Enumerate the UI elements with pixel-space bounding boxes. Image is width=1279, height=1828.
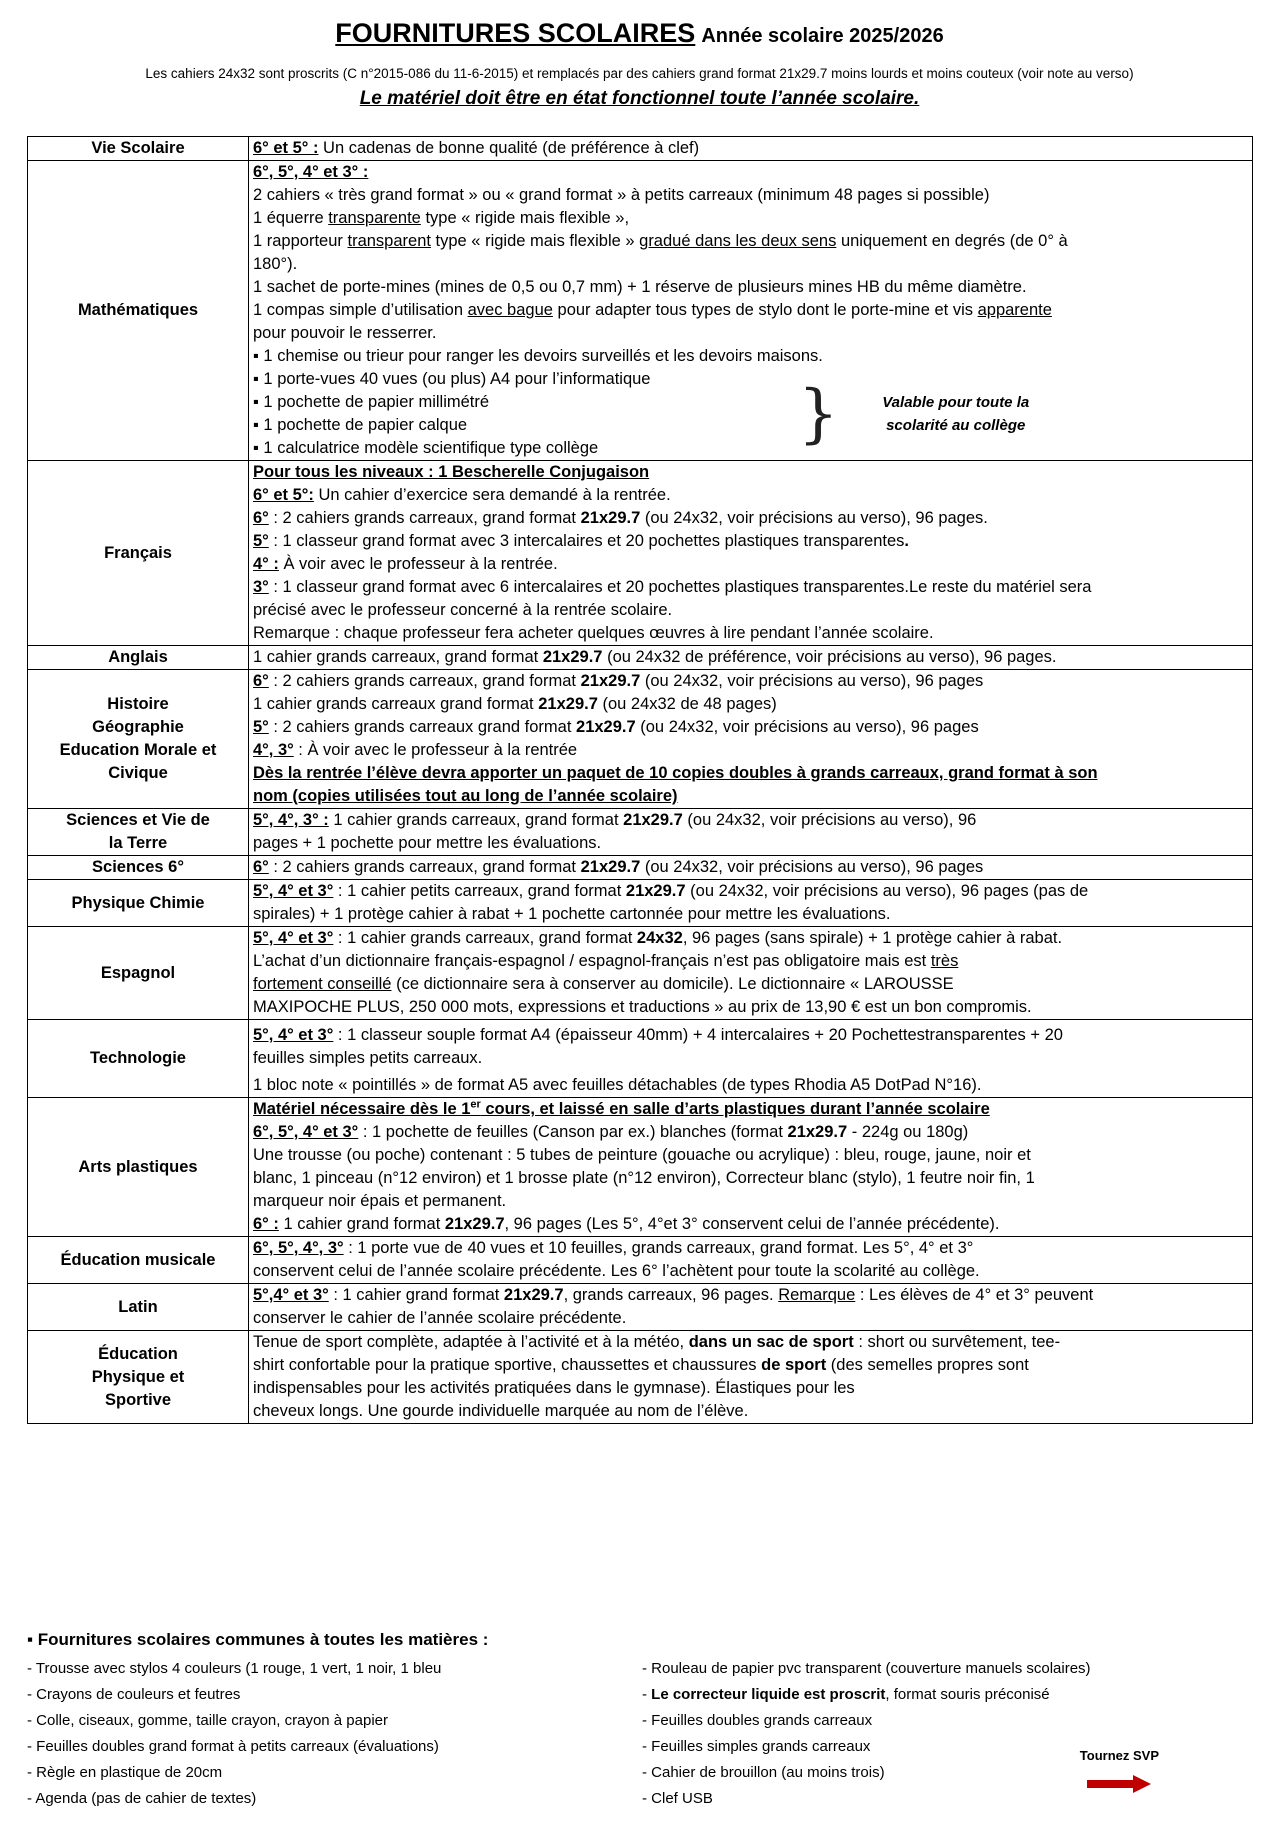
text: 21x29.7 — [503, 1286, 564, 1304]
text: : short ou survêtement, tee- — [853, 1333, 1061, 1351]
subject-content — [249, 1098, 1253, 1237]
item-text — [253, 576, 1250, 599]
subject-name: Anglais — [28, 646, 249, 670]
list-item: - Feuilles doubles grand format à petits carreaux (évaluations) — [27, 1738, 439, 1755]
text: 21x29.7 — [580, 672, 641, 690]
item-text: cheveux longs. Une gourde individuelle marquée au nom de l’élève. — [253, 1402, 749, 1420]
page-header — [0, 18, 1279, 110]
text: : 1 cahier grand format — [328, 1286, 504, 1304]
level-label: 5°,4° et 3° — [253, 1286, 329, 1304]
text: , grands carreaux, 96 pages. — [563, 1286, 779, 1304]
text: Remarque — [778, 1286, 856, 1304]
item-text — [253, 484, 1250, 507]
text: - — [642, 1686, 652, 1703]
row-sciences6 — [28, 856, 1253, 880]
text: type « rigide mais flexible » — [430, 232, 640, 250]
text: : 1 cahier grands carreaux, grand format — [333, 929, 637, 947]
row-histoire — [28, 670, 1253, 809]
subject-content — [249, 670, 1253, 809]
text: Un cahier d’exercice sera demandé à la rentrée. — [313, 486, 671, 504]
list-item: - Trousse avec stylos 4 couleurs (1 rouge, 1 vert, 1 noir, 1 bleu — [27, 1660, 442, 1677]
item-text — [253, 1213, 1250, 1236]
row-eps — [28, 1331, 1253, 1424]
text: 1 cahier grands carreaux grand format — [253, 695, 539, 713]
text: (des semelles propres sont — [826, 1356, 1029, 1374]
arrow-right-icon — [1087, 1775, 1151, 1793]
supplies-table — [27, 136, 1253, 1424]
item-text — [253, 880, 1250, 903]
subject-name-line: la Terre — [108, 834, 168, 852]
title-line — [0, 18, 1279, 58]
row-arts — [28, 1098, 1253, 1237]
text: : 2 cahiers grands carreaux, grand format — [268, 672, 581, 690]
subject-content — [249, 137, 1253, 161]
level-label: 5°, 4° et 3° — [253, 1026, 334, 1044]
subject-name-line: Sportive — [104, 1390, 172, 1409]
text: - 224g ou 180g) — [847, 1123, 969, 1141]
item-text — [253, 1024, 1250, 1047]
text: apparente — [977, 301, 1052, 319]
common-supplies-columns — [27, 1656, 1257, 1812]
text: 1 cahier grands carreaux, grand format — [328, 811, 624, 829]
item-text: ▪ 1 calculatrice modèle scientifique type collège — [253, 439, 599, 457]
subject-name-line: Géographie — [92, 718, 184, 736]
subject-content — [249, 646, 1253, 670]
item-text — [253, 856, 1250, 879]
item-text — [253, 693, 1250, 716]
item-text: MAXIPOCHE PLUS, 250 000 mots, expressions et traductions » au prix de 13,90 € est un bon compromis. — [253, 998, 1032, 1016]
item-text — [253, 553, 1250, 576]
item-text — [253, 927, 1250, 950]
brace-group — [253, 368, 1250, 460]
text: 1 rapporteur — [253, 232, 348, 250]
subject-name: Éducation musicale — [28, 1237, 249, 1284]
text: L’achat d’un dictionnaire français-espagnol / espagnol-français n’est pas obligatoire mais est — [253, 952, 931, 970]
subject-content — [249, 1331, 1253, 1424]
text: (ce dictionnaire sera à conserver au domicile). Le dictionnaire « LAROUSSE — [391, 975, 954, 993]
item-text — [253, 716, 1250, 739]
text: 21x29.7 — [580, 858, 641, 876]
text: (ou 24x32, voir précisions au verso), 96 — [682, 811, 977, 829]
item-text: précisé avec le professeur concerné à la rentrée scolaire. — [253, 601, 673, 619]
item-text: Dès la rentrée l’élève devra apporter un paquet de 10 copies doubles à grands carreaux, grand format à son — [253, 764, 1098, 782]
subject-name-line: Sciences et Vie de — [66, 811, 210, 829]
brace-note — [861, 391, 1051, 437]
item-text: feuilles simples petits carreaux. — [253, 1049, 483, 1067]
item-text: ▪ 1 porte-vues 40 vues (ou plus) A4 pour l’informatique — [253, 370, 651, 388]
text: de sport — [761, 1356, 827, 1374]
subject-name: Latin — [28, 1284, 249, 1331]
subject-name-line: Physique et — [91, 1367, 185, 1386]
row-anglais — [28, 646, 1253, 670]
row-physique — [28, 880, 1253, 927]
subject-name-line: Histoire — [107, 695, 169, 713]
level-label: 4° : — [253, 555, 279, 573]
list-item — [642, 1682, 1257, 1708]
subject-name: Sciences 6° — [28, 856, 249, 880]
text: 21x29.7 — [580, 509, 641, 527]
level-label: 6° — [253, 672, 269, 690]
brace-note-line: scolarité au collège — [886, 417, 1026, 434]
text: À voir avec le professeur à la rentrée. — [278, 555, 558, 573]
item-text: Remarque : chaque professeur fera acheter quelques œuvres à lire pendant l’année scolaire. — [253, 624, 934, 642]
text: transparente — [328, 209, 421, 227]
tagline: Le matériel doit être en état fonctionnel toute l’année scolaire. — [359, 88, 920, 109]
text: 21x29.7 — [542, 648, 603, 666]
text: Matériel nécessaire dès le 1 — [253, 1100, 471, 1118]
text: Le correcteur liquide est proscrit — [651, 1686, 886, 1703]
text: : 1 pochette de feuilles (Canson par ex.) blanches (format — [358, 1123, 788, 1141]
text: er — [470, 1098, 481, 1111]
list-item: - Feuilles simples grands carreaux — [642, 1738, 871, 1755]
item-text — [253, 1121, 1250, 1144]
item-text: spirales) + 1 protège cahier à rabat + 1 pochette cartonnée pour mettre les évaluations. — [253, 905, 891, 923]
text: (ou 24x32, voir précisions au verso), 96 pages — [635, 718, 979, 736]
item-text — [253, 809, 1250, 832]
subject-content — [249, 856, 1253, 880]
text: , format souris préconisé — [885, 1686, 1050, 1703]
text: : 2 cahiers grands carreaux, grand format — [268, 509, 581, 527]
common-right-column — [642, 1656, 1257, 1812]
row-francais — [28, 461, 1253, 646]
item-text — [253, 973, 1250, 996]
row-musique — [28, 1237, 1253, 1284]
list-item: - Rouleau de papier pvc transparent (couverture manuels scolaires) — [642, 1660, 1091, 1677]
text: type « rigide mais flexible », — [420, 209, 630, 227]
subject-content — [249, 161, 1253, 461]
subject-name — [28, 670, 249, 809]
text: 21x29.7 — [538, 695, 598, 713]
level-label: 5° — [253, 718, 269, 736]
subject-name — [28, 809, 249, 856]
text: shirt confortable pour la pratique sportive, chaussettes et chaussures — [253, 1356, 762, 1374]
subject-name: Espagnol — [28, 927, 249, 1020]
list-item: - Cahier de brouillon (au moins trois) — [642, 1764, 885, 1781]
text: gradué dans les deux sens — [639, 232, 837, 250]
common-left-column — [27, 1656, 642, 1812]
text: , 96 pages (Les 5°, 4°et 3° conservent celui de l’année précédente). — [504, 1215, 1000, 1233]
list-item: - Feuilles doubles grands carreaux — [642, 1712, 873, 1729]
item-text — [253, 507, 1250, 530]
item-text — [253, 670, 1250, 693]
subject-name: Français — [28, 461, 249, 646]
subject-content — [249, 880, 1253, 927]
level-label: 6° — [253, 509, 269, 527]
item-text — [253, 1354, 1250, 1377]
text: (ou 24x32, voir précisions au verso), 96 pages — [640, 672, 984, 690]
common-supplies — [27, 1630, 1257, 1812]
item-text — [253, 230, 1250, 253]
row-svt — [28, 809, 1253, 856]
level-label: 6°, 5°, 4°, 3° — [253, 1239, 344, 1257]
level-label: 6°, 5°, 4° et 3° : — [253, 163, 369, 181]
list-item: - Règle en plastique de 20cm — [27, 1764, 223, 1781]
text: : Les élèves de 4° et 3° peuvent — [855, 1286, 1094, 1304]
subject-name-line: Education Morale et — [59, 741, 217, 759]
subject-name-line: Éducation — [98, 1344, 178, 1363]
notebook-note: Les cahiers 24x32 sont proscrits (C n°2015-086 du 11-6-2015) et remplacés par des cahiers grand format 21x29.7 moins lourds et moins couteux (voir note au verso) — [145, 66, 1134, 81]
level-label: 5°, 4° et 3° — [253, 882, 334, 900]
text: 21x29.7 — [787, 1123, 848, 1141]
subject-content — [249, 1284, 1253, 1331]
item-text — [253, 950, 1250, 973]
subject-content — [249, 927, 1253, 1020]
row-maths — [28, 161, 1253, 461]
row-technologie — [28, 1020, 1253, 1098]
item-text: 5° : 1 classeur grand format avec 3 intercalaires et 20 pochettes plastiques transparentes. — [253, 532, 909, 550]
text: 1 compas simple d’utilisation — [253, 301, 468, 319]
item-text: ▪ 1 pochette de papier millimétré — [253, 393, 490, 411]
level-label: 4°, 3° — [253, 741, 294, 759]
text: 1 cahier grands carreaux, grand format — [253, 648, 543, 666]
row-latin — [28, 1284, 1253, 1331]
item-text — [253, 1098, 1250, 1121]
school-year: Année scolaire 2025/2026 — [701, 25, 944, 47]
text: 21x29.7 — [444, 1215, 505, 1233]
subject-content — [249, 461, 1253, 646]
level-label: 6° et 5° : — [253, 139, 319, 157]
subject-name-line: Civique — [108, 764, 168, 782]
item-text: 1 sachet de porte-mines (mines de 0,5 ou 0,7 mm) + 1 réserve de plusieurs mines HB du même diamètre. — [253, 278, 1027, 296]
item-text: ▪ 1 pochette de papier calque — [253, 416, 468, 434]
level-label: 6° — [253, 858, 269, 876]
text: : 1 cahier petits carreaux, grand format — [333, 882, 626, 900]
subject-content — [249, 809, 1253, 856]
text: : 1 porte vue de 40 vues et 10 feuilles, grands carreaux, grand format. Les 5°, 4° et 3° — [343, 1239, 974, 1257]
item-text — [253, 1284, 1250, 1307]
text: : 2 cahiers grands carreaux, grand format — [268, 858, 581, 876]
text: uniquement en degrés (de 0° à — [836, 232, 1068, 250]
text: 21x29.7 — [576, 718, 636, 736]
page-title: FOURNITURES SCOLAIRES — [335, 18, 696, 48]
item-text: pour pouvoir le resserrer. — [253, 324, 437, 342]
curly-brace-icon: } — [798, 377, 839, 451]
item-text — [253, 646, 1250, 669]
subject-name: Vie Scolaire — [28, 137, 249, 161]
item-text: 180°). — [253, 255, 298, 273]
item-text — [253, 299, 1250, 322]
text: très — [930, 952, 959, 970]
arrow-shaft — [1087, 1780, 1133, 1788]
item-text: conservent celui de l’année scolaire précédente. Les 6° l’achètent pour toute la scolarité au collège. — [253, 1262, 980, 1280]
text: cours, et laissé en salle d’arts plastiques durant l’année scolaire — [480, 1100, 990, 1118]
text: (ou 24x32, voir précisions au verso), 96 pages. — [640, 509, 988, 527]
text: transparent — [347, 232, 431, 250]
subject-name: Physique Chimie — [28, 880, 249, 927]
text: , 96 pages (sans spirale) + 1 protège cahier à rabat. — [682, 929, 1063, 947]
item-text: marqueur noir épais et permanent. — [253, 1192, 507, 1210]
item-text: pages + 1 pochette pour mettre les évaluations. — [253, 834, 602, 852]
list-item: - Agenda (pas de cahier de textes) — [27, 1790, 257, 1807]
text: : 2 cahiers grands carreaux grand format — [268, 718, 577, 736]
list-item: - Clef USB — [642, 1790, 713, 1807]
text: (ou 24x32, voir précisions au verso), 96 pages — [640, 858, 984, 876]
text: dans un sac de sport — [688, 1333, 854, 1351]
item-text: conserver le cahier de l’année scolaire précédente. — [253, 1309, 627, 1327]
level-label: 6° et 5°: — [253, 486, 314, 504]
text: : 1 classeur souple format A4 (épaisseur 40mm) + 4 intercalaires + 20 Pochettestransparentes + 20 — [333, 1026, 1063, 1044]
item-text: nom (copies utilisées tout au long de l’année scolaire) — [253, 787, 678, 805]
text: pour adapter tous types de stylo dont le porte-mine et vis — [552, 301, 978, 319]
text: Tenue de sport complète, adaptée à l’activité et à la météo, — [253, 1333, 689, 1351]
item-text: 1 bloc note « pointillés » de format A5 avec feuilles détachables (de types Rhodia A5 DotPad N°16). — [253, 1076, 982, 1094]
item-text — [253, 1237, 1250, 1260]
item-text — [253, 1331, 1250, 1354]
row-espagnol — [28, 927, 1253, 1020]
common-supplies-title: ▪ Fournitures scolaires communes à toutes les matières : — [27, 1630, 489, 1649]
item-text: indispensables pour les activités pratiquées dans le gymnase). Élastiques pour les — [253, 1379, 855, 1397]
text: (ou 24x32 de 48 pages) — [597, 695, 777, 713]
level-label: 6°, 5°, 4° et 3° — [253, 1123, 359, 1141]
text: 1 équerre — [253, 209, 329, 227]
item-text — [253, 739, 1250, 762]
brace-items — [253, 368, 798, 460]
row-vie-scolaire — [28, 137, 1253, 161]
level-label: 5°, 4° et 3° — [253, 929, 334, 947]
subject-content — [249, 1020, 1253, 1098]
text: : 1 classeur grand format avec 3 intercalaires et 20 pochettes plastiques transparentes — [268, 532, 905, 550]
level-label: 5°, 4°, 3° : — [253, 811, 329, 829]
subject-content — [249, 1237, 1253, 1284]
list-item: - Crayons de couleurs et feutres — [27, 1686, 241, 1703]
subject-name: Mathématiques — [28, 161, 249, 461]
item-text — [253, 207, 1250, 230]
brace-note-line: Valable pour toute la — [882, 394, 1030, 411]
turn-over-label: Tournez SVP — [1079, 1748, 1159, 1763]
list-item: - Colle, ciseaux, gomme, taille crayon, crayon à papier — [27, 1712, 388, 1729]
subject-name — [28, 1331, 249, 1424]
level-label: 5° — [253, 532, 269, 550]
text: 1 cahier grand format — [278, 1215, 445, 1233]
text: : 1 classeur grand format avec 6 intercalaires et 20 pochettes plastiques transparentes.Le reste du matériel sera — [268, 578, 1092, 596]
item-text: Pour tous les niveaux : 1 Bescherelle Conjugaison — [253, 463, 650, 481]
level-label: 3° — [253, 578, 269, 596]
text: 24x32 — [636, 929, 683, 947]
text: avec bague — [467, 301, 553, 319]
item-text: ▪ 1 chemise ou trieur pour ranger les devoirs surveillés et les devoirs maisons. — [253, 347, 823, 365]
item-text: Une trousse (ou poche) contenant : 5 tubes de peinture (gouache ou acrylique) : bleu, rouge, jaune, noir et — [253, 1146, 1031, 1164]
item-text: 2 cahiers « très grand format » ou « grand format » à petits carreaux (minimum 48 pages si possible) — [253, 186, 990, 204]
subject-name: Technologie — [28, 1020, 249, 1098]
turn-over-note — [1080, 1748, 1159, 1793]
item-text: Un cadenas de bonne qualité (de préférence à clef) — [318, 139, 700, 157]
subject-name: Arts plastiques — [28, 1098, 249, 1237]
text: fortement conseillé — [253, 975, 392, 993]
text: 21x29.7 — [623, 811, 683, 829]
item-text: blanc, 1 pinceau (n°12 environ) et 1 brosse plate (n°12 environ), Correcteur blanc (stylo), 1 feutre noir fin, 1 — [253, 1169, 1035, 1187]
text: : À voir avec le professeur à la rentrée — [293, 741, 578, 759]
text: 21x29.7 — [625, 882, 686, 900]
text: (ou 24x32, voir précisions au verso), 96 pages (pas de — [685, 882, 1089, 900]
level-label: 6° : — [253, 1215, 279, 1233]
text: (ou 24x32 de préférence, voir précisions au verso), 96 pages. — [602, 648, 1057, 666]
arrow-head — [1133, 1775, 1151, 1793]
